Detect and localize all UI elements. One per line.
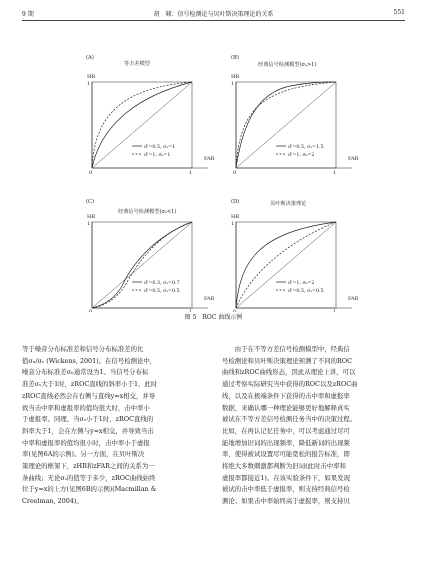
- body-right-line: 被试的击中率低于虚报率，则支持经典信号检: [222, 485, 350, 494]
- body-left-line: 斜率大于1，会在左侧与y=x相交，并导致当击: [22, 426, 154, 435]
- body-left-line: 等于噪音分布标准差和信号分布标准差的比: [22, 345, 144, 353]
- body-left-line: 准差σₛ大于1时，zROC直线的斜率小于1，此时: [22, 380, 158, 389]
- body-left-line: 条曲线；无论σₛ的值等于多少，zROC曲线始终: [22, 473, 156, 482]
- panel-c-xlabel: FAR: [204, 296, 215, 302]
- body-left-line: 噪音分布标准差σₙ通常设为1。当信号分布标: [22, 368, 149, 377]
- panel-b-origin: 0: [233, 170, 237, 176]
- panel-a-xlabel: FAR: [204, 156, 215, 162]
- panel-c: [86, 198, 215, 312]
- body-right-line: 号检测论和贝叶斯决策理论预测了不同的ROC: [222, 356, 352, 365]
- panel-d-ylabel: HR: [231, 214, 240, 220]
- panel-b-title: 经典信号检测模型(σₛ>1): [258, 62, 317, 68]
- body-right-line: 将绝大多数刺激都判断为旧词(此时击中率和: [222, 462, 346, 471]
- body-right-line: 曲线和zROC曲线形态，因此从理论上讲，可以: [222, 368, 356, 377]
- panel-b-diagonal: [236, 82, 336, 168]
- body-left-line: 于虚报率。同理，当σₛ小于1时，zROC直线的: [22, 415, 154, 424]
- body-left-line: Creelman, 2004)。: [22, 497, 83, 506]
- figure-caption: 图 5 ROC 曲线示例: [184, 314, 243, 321]
- panel-d-title: 贝叶斯决策理论: [270, 201, 307, 207]
- body-left-line: 位于y=x的上方(见图6B的示例)(Macmillan &: [22, 485, 157, 494]
- panel-c-legend-1: d'=0.3, σₛ=0.7: [144, 281, 180, 286]
- panel-c-origin: 0: [89, 309, 93, 312]
- panel-a-ytick: 1: [87, 81, 91, 87]
- panel-d-xlabel: FAR: [348, 296, 359, 302]
- panel-a-diagonal: [92, 82, 192, 168]
- panel-c-tag: (C): [86, 199, 95, 205]
- panel-b-legend-1: d'=0.5, σₛ=1.5: [288, 145, 324, 150]
- panel-a: [86, 54, 215, 176]
- panel-a-title: 等方差模型: [124, 61, 150, 67]
- body-left-line: 致当击中率和虚报率的值均很大时，击中率小: [22, 403, 150, 412]
- body-left-line: 中率和虚报率的值均很小时，击中率小于虚报: [22, 438, 150, 447]
- body-right-line: 比如，在再认记忆任务中，可以考虑通过尽可: [222, 426, 350, 435]
- running-title: 胡 啸：信号检测论与贝叶斯决策理论的关系: [153, 11, 274, 18]
- panel-c-legend-2: d'=0.5, σₛ=0.5: [144, 289, 180, 294]
- panel-a-legend-2: d'=1, σₛ=1: [144, 153, 171, 158]
- page-number: 551: [393, 9, 405, 16]
- body-column-left: [22, 344, 208, 508]
- body-right-line: 测论；如果击中率始终高于虚报率，则支持贝: [222, 497, 350, 506]
- panel-c-ytick: 1: [87, 221, 91, 227]
- body-right-line: 被试在不等方差信号检测任务当中的决策过程。: [222, 415, 357, 424]
- panel-d-origin: 0: [233, 309, 237, 312]
- panel-a-ylabel: HR: [87, 74, 96, 80]
- panel-a-origin: 0: [89, 170, 93, 176]
- body-right-line: 数据，来确认哪一种理论能够更好地解释真实: [222, 403, 350, 412]
- roc-figure: [0, 40, 427, 312]
- panel-b: [231, 54, 359, 176]
- body-right-line: 通过考察实际研究当中获得的ROC以及zROC曲: [222, 380, 358, 389]
- body-right-line: 率，使得被试设置尽可能宽松的报告标准，即: [222, 450, 350, 459]
- body-right-line: 线，以及在极端条件下获得的击中率和虚报率: [222, 391, 350, 400]
- panel-a-xtick: 1: [189, 170, 193, 176]
- body-left-line: 策理论的框架下，zHR和zFAR之间的关系为一: [22, 462, 155, 471]
- panel-a-legend-1: d'=0.5, σₛ=1: [144, 145, 176, 150]
- body-right-line: 能地增加旧词的出现频率，降低新词的出现频: [222, 438, 350, 447]
- panel-d-tag: (D): [231, 199, 240, 205]
- panel-c-xtick: 1: [189, 309, 193, 312]
- panel-b-tag: (B): [231, 55, 239, 61]
- issue-number: 9 期: [22, 11, 34, 18]
- panel-d-legend-2: d'=0.5, σₛ=0.5: [288, 289, 324, 294]
- panel-d-legend-1: d'=1, σₛ=2: [288, 281, 315, 286]
- panel-b-xtick: 1: [333, 170, 337, 176]
- body-left-line: 率(见图6A的示例)。另一方面，在贝叶斯决: [22, 450, 145, 459]
- panel-d-diagonal: [236, 222, 336, 308]
- panel-d-ytick: 1: [231, 221, 235, 227]
- running-header: [22, 6, 405, 21]
- panel-c-diagonal: [92, 222, 192, 308]
- panel-d: [231, 198, 359, 312]
- body-left-line: 值σₙ/σₛ (Wickens, 2001)。在信号检测论中，: [22, 356, 157, 365]
- panel-b-legend-2: d'=1, σₛ=2: [288, 153, 315, 158]
- body-right-line: 由于在不等方差信号检测模型中，经典信: [222, 345, 350, 353]
- body-right-line: 虚报率都接近1)。在该实验条件下，如果发现: [222, 473, 350, 482]
- body-left-line: zROC直线必然会在右侧与直线y=x相交，并导: [22, 391, 156, 400]
- panel-c-ylabel: HR: [87, 214, 96, 220]
- panel-c-title: 经典信号检测模型(σₛ<1): [118, 209, 177, 215]
- body-column-right: [222, 344, 408, 508]
- panel-b-ytick: 1: [231, 81, 235, 87]
- panel-a-tag: (A): [86, 55, 94, 61]
- panel-b-ylabel: HR: [231, 74, 240, 80]
- panel-d-xtick: 1: [333, 309, 337, 312]
- panel-b-xlabel: FAR: [348, 156, 359, 162]
